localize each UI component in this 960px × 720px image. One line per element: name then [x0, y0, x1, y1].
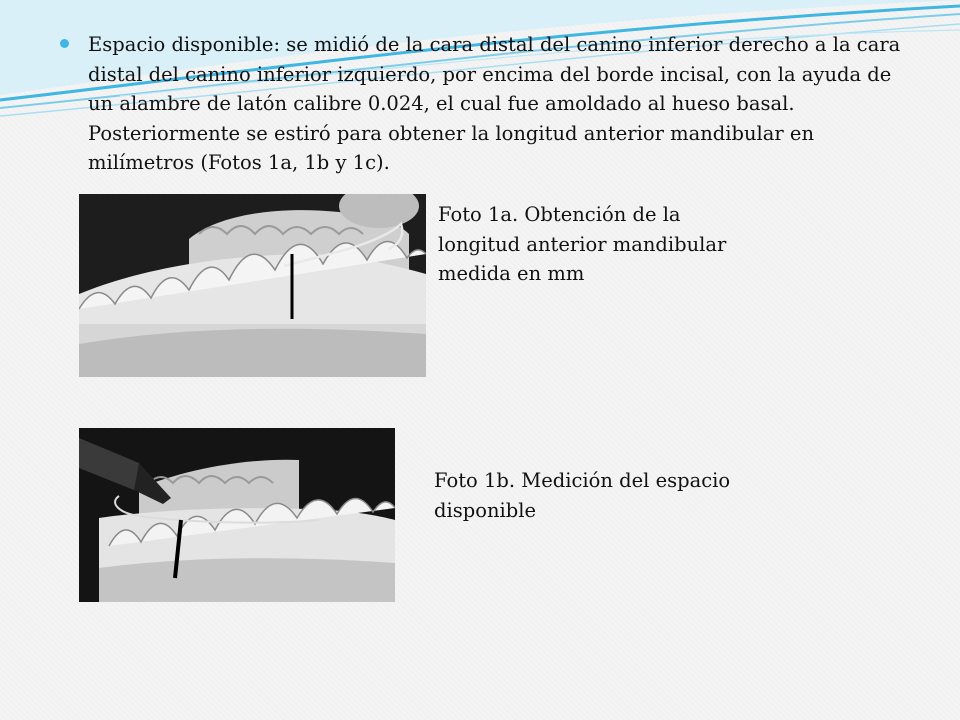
photo-1b-caption: Foto 1b. Medición del espacio disponible [434, 469, 731, 522]
photo-1a-dental-model [79, 194, 426, 377]
bullet-dot-icon [60, 39, 69, 48]
photo-1b-dental-model [79, 428, 395, 602]
photo-1a-caption: Foto 1a. Obtención de la longitud anterior mandibular medida en mm [438, 203, 727, 285]
body-paragraph: Espacio disponible: se midió de la cara distal del canino inferior derecho a la cara distal del canino inferior izquierdo, por encima del borde incisal, con la ayuda de un alambre de latón calibre 0.024, el cual fue amoldado al hueso basal. Posteriormente se estiró para obtener la longitud anterior mandibular en milímetros (Fotos 1a, 1b y 1c). [88, 33, 901, 174]
